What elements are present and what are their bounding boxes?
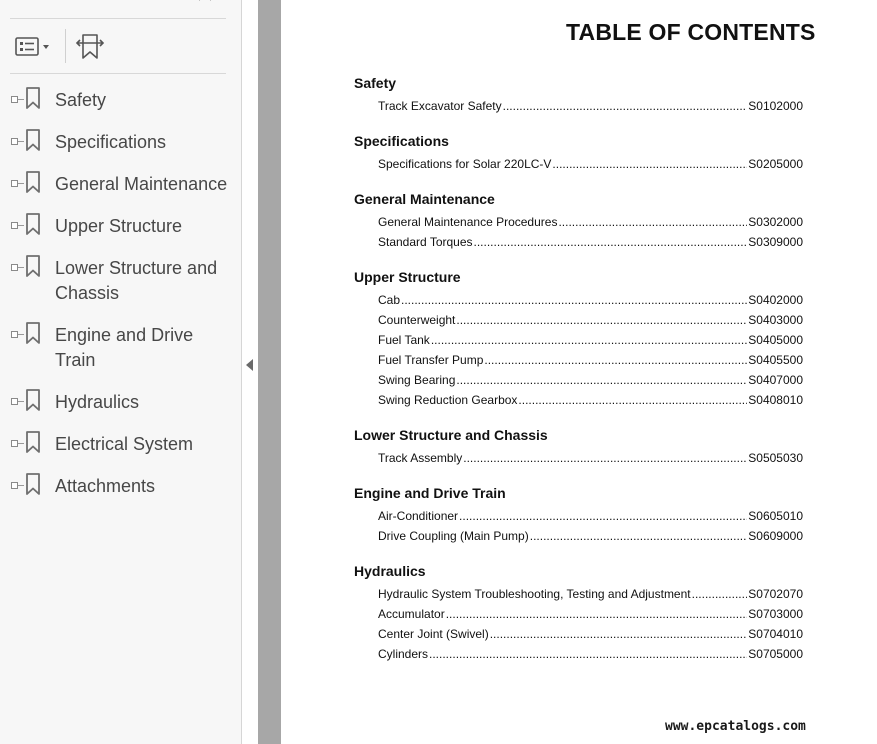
leader-dots [692, 584, 748, 604]
toc-entry[interactable] [378, 584, 803, 604]
collapse-panel-button[interactable] [243, 355, 257, 375]
section-code: S0408010 [748, 393, 803, 407]
toc-section [354, 484, 804, 546]
bookmark-list [0, 80, 242, 508]
section-heading: Hydraulics [354, 563, 426, 579]
add-bookmark-button[interactable] [74, 31, 106, 61]
section-code: S0402000 [748, 293, 803, 307]
leader-dots [401, 290, 747, 310]
toc-entry[interactable] [378, 290, 803, 310]
expand-toggle[interactable] [11, 138, 18, 145]
section-code: S0605010 [748, 509, 803, 523]
section-code: S0704010 [748, 627, 803, 641]
bookmarks-toolbar [10, 18, 226, 74]
toc-section [354, 562, 804, 664]
entry-title: Hydraulic System Troubleshooting, Testing and Adjustment [378, 587, 691, 601]
bookmark-label: Safety [55, 90, 107, 110]
bookmark-label: Attachments [55, 476, 156, 496]
section-code: S0405000 [748, 333, 803, 347]
bookmark-icon [24, 388, 42, 412]
toc-entry[interactable] [378, 390, 803, 410]
bookmark-item[interactable] [0, 382, 242, 424]
bookmark-item[interactable] [0, 206, 242, 248]
bookmark-icon [24, 128, 42, 152]
section-code: S0407000 [748, 373, 803, 387]
leader-dots [558, 212, 747, 232]
page-title: TABLE OF CONTENTS [566, 19, 816, 45]
entry-title: Standard Torques [378, 235, 473, 249]
bookmark-label: Engine and Drive Train [55, 325, 194, 370]
bookmark-label: Upper Structure [55, 216, 183, 236]
add-bookmark-icon [74, 31, 106, 61]
toc-entry[interactable] [378, 448, 803, 468]
toc-section [354, 190, 804, 252]
toc-section [354, 268, 804, 410]
page-gutter [258, 0, 281, 744]
bookmark-icon [24, 86, 42, 110]
watermark: www.epcatalogs.com [665, 719, 806, 734]
entry-title: Track Assembly [378, 451, 463, 465]
section-code: S0302000 [748, 215, 803, 229]
collapse-left-icon [243, 355, 257, 375]
section-heading: Upper Structure [354, 269, 461, 285]
entry-title: Track Excavator Safety [378, 99, 502, 113]
document-page [281, 0, 877, 744]
leader-dots [431, 330, 747, 350]
section-code: S0505030 [748, 451, 803, 465]
entry-title: Cylinders [378, 647, 429, 661]
leader-dots [456, 310, 747, 330]
leader-dots [552, 154, 747, 174]
bookmark-icon [24, 430, 42, 454]
bookmark-icon [24, 321, 42, 345]
close-icon[interactable] [196, 0, 214, 6]
entry-title: Air-Conditioner [378, 509, 459, 523]
bookmark-icon [24, 254, 42, 278]
toolbar-divider [65, 29, 66, 63]
section-code: S0309000 [748, 235, 803, 249]
expand-toggle[interactable] [11, 264, 18, 271]
entry-title: Accumulator [378, 607, 445, 621]
leader-dots [459, 506, 747, 526]
toc-section [354, 132, 804, 174]
entry-title: Counterweight [378, 313, 456, 327]
entry-title: Fuel Tank [378, 333, 430, 347]
leader-dots [530, 526, 748, 546]
entry-title: Specifications for Solar 220LC-V [378, 157, 552, 171]
leader-dots [474, 232, 748, 252]
entry-title: Center Joint (Swivel) [378, 627, 489, 641]
bookmark-icon [24, 212, 42, 236]
bookmark-item[interactable] [0, 424, 242, 466]
toc-entry[interactable] [378, 350, 803, 370]
bookmark-item[interactable] [0, 80, 242, 122]
toc-entry[interactable] [378, 96, 803, 116]
entry-title: Fuel Transfer Pump [378, 353, 484, 367]
list-options-icon [14, 35, 54, 59]
bookmark-icon [24, 170, 42, 194]
section-code: S0403000 [748, 313, 803, 327]
toc-entry[interactable] [378, 506, 803, 526]
section-code: S0405500 [748, 353, 803, 367]
section-code: S0102000 [748, 99, 803, 113]
section-heading: Safety [354, 75, 397, 91]
leader-dots [518, 390, 747, 410]
entry-title: Drive Coupling (Main Pump) [378, 529, 529, 543]
leader-dots [446, 604, 748, 624]
bookmark-label: Specifications [55, 132, 167, 152]
toc-entry[interactable] [378, 624, 803, 644]
expand-toggle[interactable] [11, 96, 18, 103]
bookmark-label: Electrical System [55, 434, 194, 454]
table-of-contents [354, 74, 804, 680]
section-heading: General Maintenance [354, 191, 495, 207]
bookmark-item[interactable] [0, 164, 242, 206]
bookmark-label: Hydraulics [55, 392, 140, 412]
leader-dots [463, 448, 747, 468]
toc-entry[interactable] [378, 526, 803, 546]
section-code: S0702070 [748, 587, 803, 601]
options-menu-button[interactable] [14, 35, 54, 59]
expand-toggle[interactable] [11, 222, 18, 229]
leader-dots [503, 96, 748, 116]
toc-entry[interactable] [378, 330, 803, 350]
section-heading: Specifications [354, 133, 449, 149]
section-code: S0205000 [748, 157, 803, 171]
section-code: S0705000 [748, 647, 803, 661]
leader-dots [429, 644, 747, 664]
bookmark-label: Lower Structure and Chassis [55, 258, 218, 303]
toc-entry[interactable] [378, 604, 803, 624]
bookmark-icon [24, 472, 42, 496]
expand-toggle[interactable] [11, 180, 18, 187]
toc-entry[interactable] [378, 212, 803, 232]
toc-entry[interactable] [378, 310, 803, 330]
bookmark-item[interactable] [0, 466, 242, 508]
entry-title: Swing Reduction Gearbox [378, 393, 518, 407]
bookmark-item[interactable] [0, 248, 242, 315]
expand-toggle[interactable] [11, 482, 18, 489]
section-code: S0703000 [748, 607, 803, 621]
expand-toggle[interactable] [11, 440, 18, 447]
leader-dots [484, 350, 747, 370]
bookmark-item[interactable] [0, 122, 242, 164]
bookmark-label: General Maintenance [55, 174, 228, 194]
section-code: S0609000 [748, 529, 803, 543]
section-heading: Lower Structure and Chassis [354, 427, 548, 443]
section-heading: Engine and Drive Train [354, 485, 506, 501]
leader-dots [490, 624, 748, 644]
toc-entry[interactable] [378, 370, 803, 390]
expand-toggle[interactable] [11, 398, 18, 405]
bookmark-item[interactable] [0, 315, 242, 382]
toc-section [354, 74, 804, 116]
toc-entry[interactable] [378, 644, 803, 664]
bookmarks-panel [0, 0, 242, 744]
entry-title: Cab [378, 293, 401, 307]
expand-toggle[interactable] [11, 331, 18, 338]
toc-entry[interactable] [378, 154, 803, 174]
toc-entry[interactable] [378, 232, 803, 252]
toc-section [354, 426, 804, 468]
entry-title: General Maintenance Procedures [378, 215, 558, 229]
entry-title: Swing Bearing [378, 373, 456, 387]
leader-dots [456, 370, 747, 390]
